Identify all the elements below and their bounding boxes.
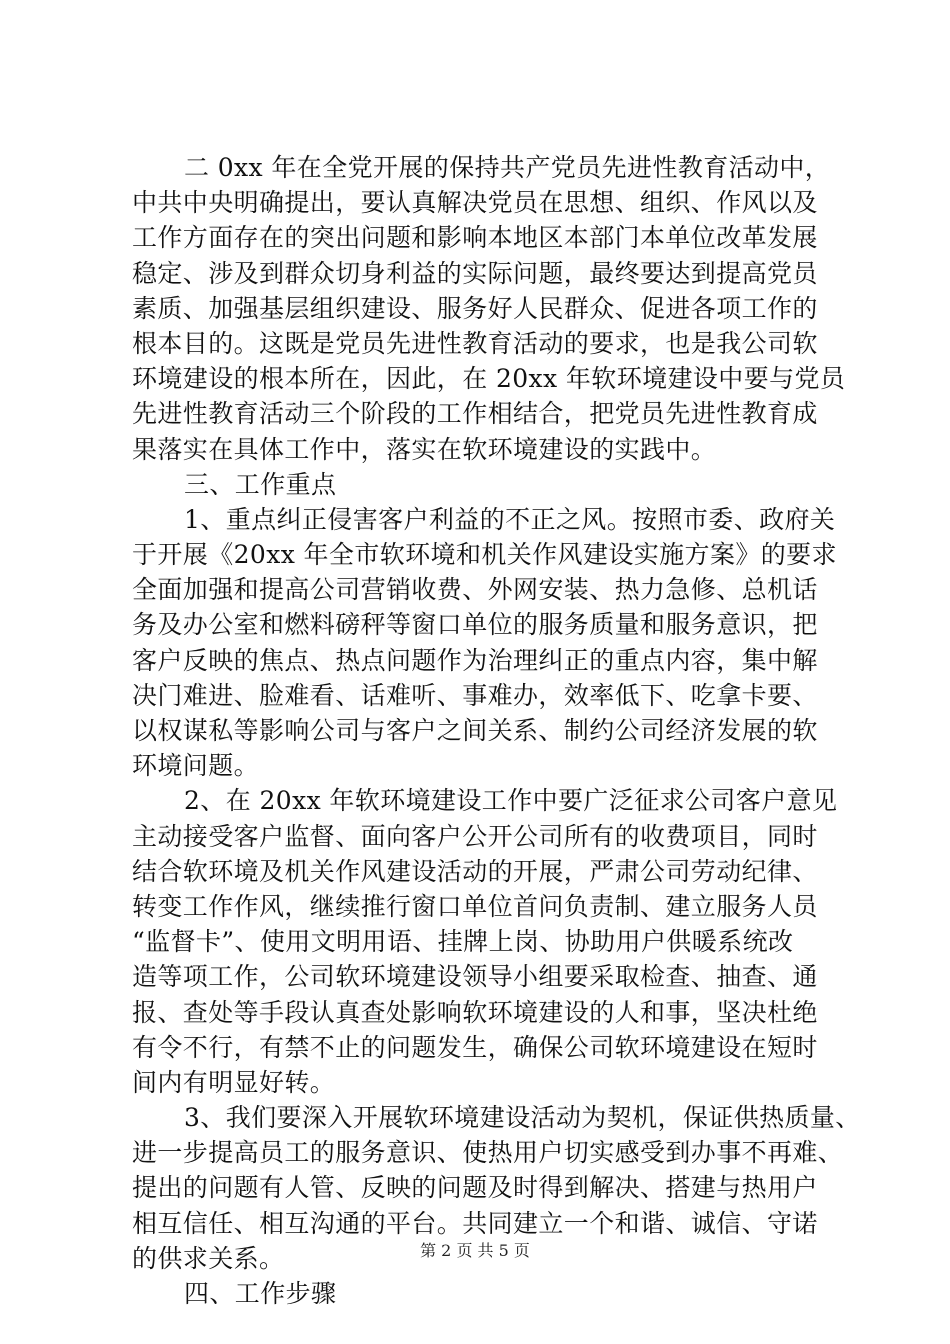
paragraph-line: 1、重点纠正侵害客户利益的不正之风。按照市委、政府关: [184, 504, 836, 534]
paragraph-line: “监督卡”、使用文明用语、挂牌上岗、协助用户供暖系统改: [132, 927, 794, 957]
paragraph-line: 提出的问题有人管、反映的问题及时得到解决、搭建与热用户: [132, 1173, 818, 1203]
paragraph-line: 造等项工作，公司软环境建设领导小组要采取检查、抽查、通: [132, 962, 818, 992]
paragraph-line: 稳定、涉及到群众切身利益的实际问题，最终要达到提高党员: [132, 258, 818, 288]
paragraph-line: 结合软环境及机关作风建设活动的开展，严肃公司劳动纪律、: [132, 856, 818, 886]
paragraph-line: 务及办公室和燃料磅秤等窗口单位的服务质量和服务意识，把: [132, 610, 818, 640]
paragraph-line: 相互信任、相互沟通的平台。共同建立一个和谐、诚信、守诺: [132, 1208, 818, 1238]
paragraph-line: 全面加强和提高公司营销收费、外网安装、热力急修、总机话: [132, 575, 818, 605]
paragraph-line: 间内有明显好转。: [132, 1067, 336, 1097]
paragraph-line: 先进性教育活动三个阶段的工作相结合，把党员先进性教育成: [132, 399, 818, 429]
paragraph-line: 进一步提高员工的服务意识、使热用户切实感受到办事不再难、: [132, 1138, 844, 1168]
section-heading-4: 四、工作步骤: [184, 1279, 337, 1308]
paragraph-line: 3、我们要深入开展软环境建设活动为契机，保证供热质量、: [184, 1103, 861, 1133]
section-heading-3: 三、工作重点: [184, 469, 337, 499]
paragraph-line: 素质、加强基层组织建设、服务好人民群众、促进各项工作的: [132, 293, 818, 323]
paragraph-line: 中共中央明确提出，要认真解决党员在思想、组织、作风以及: [132, 188, 818, 218]
paragraph-line: 转变工作作风，继续推行窗口单位首问负责制、建立服务人员: [132, 891, 818, 921]
paragraph-line: 报、查处等手段认真查处影响软环境建设的人和事，坚决杜绝: [132, 997, 818, 1027]
paragraph-line: 主动接受客户监督、面向客户公开公司所有的收费项目，同时: [132, 821, 818, 851]
paragraph-line: 于开展《20xx 年全市软环境和机关作风建设实施方案》的要求: [132, 540, 837, 570]
paragraph-line: 果落实在具体工作中，落实在软环境建设的实践中。: [132, 434, 717, 464]
page-number-footer: 第 2 页 共 5 页: [420, 1241, 530, 1260]
paragraph-line: 2、在 20xx 年软环境建设工作中要广泛征求公司客户意见: [184, 786, 838, 816]
paragraph-line: 决门难进、脸难看、话难听、事难办，效率低下、吃拿卡要、: [132, 680, 818, 710]
paragraph-line: 的供求关系。: [132, 1243, 285, 1273]
paragraph-line: 客户反映的焦点、热点问题作为治理纠正的重点内容，集中解: [132, 645, 818, 675]
paragraph-line: 环境建设的根本所在，因此，在 20xx 年软环境建设中要与党员: [132, 364, 846, 394]
paragraph-line: 根本目的。这既是党员先进性教育活动的要求，也是我公司软: [132, 328, 818, 358]
paragraph-line: 二 0xx 年在全党开展的保持共产党员先进性教育活动中，: [184, 153, 831, 182]
paragraph-line: 有令不行，有禁不止的问题发生，确保公司软环境建设在短时: [132, 1032, 818, 1062]
paragraph-line: 工作方面存在的突出问题和影响本地区本部门本单位改革发展: [132, 223, 818, 253]
document-body: [132, 150, 861, 1311]
paragraph-line: 环境问题。: [132, 751, 260, 781]
paragraph-line: 以权谋私等影响公司与客户之间关系、制约公司经济发展的软: [132, 716, 818, 745]
